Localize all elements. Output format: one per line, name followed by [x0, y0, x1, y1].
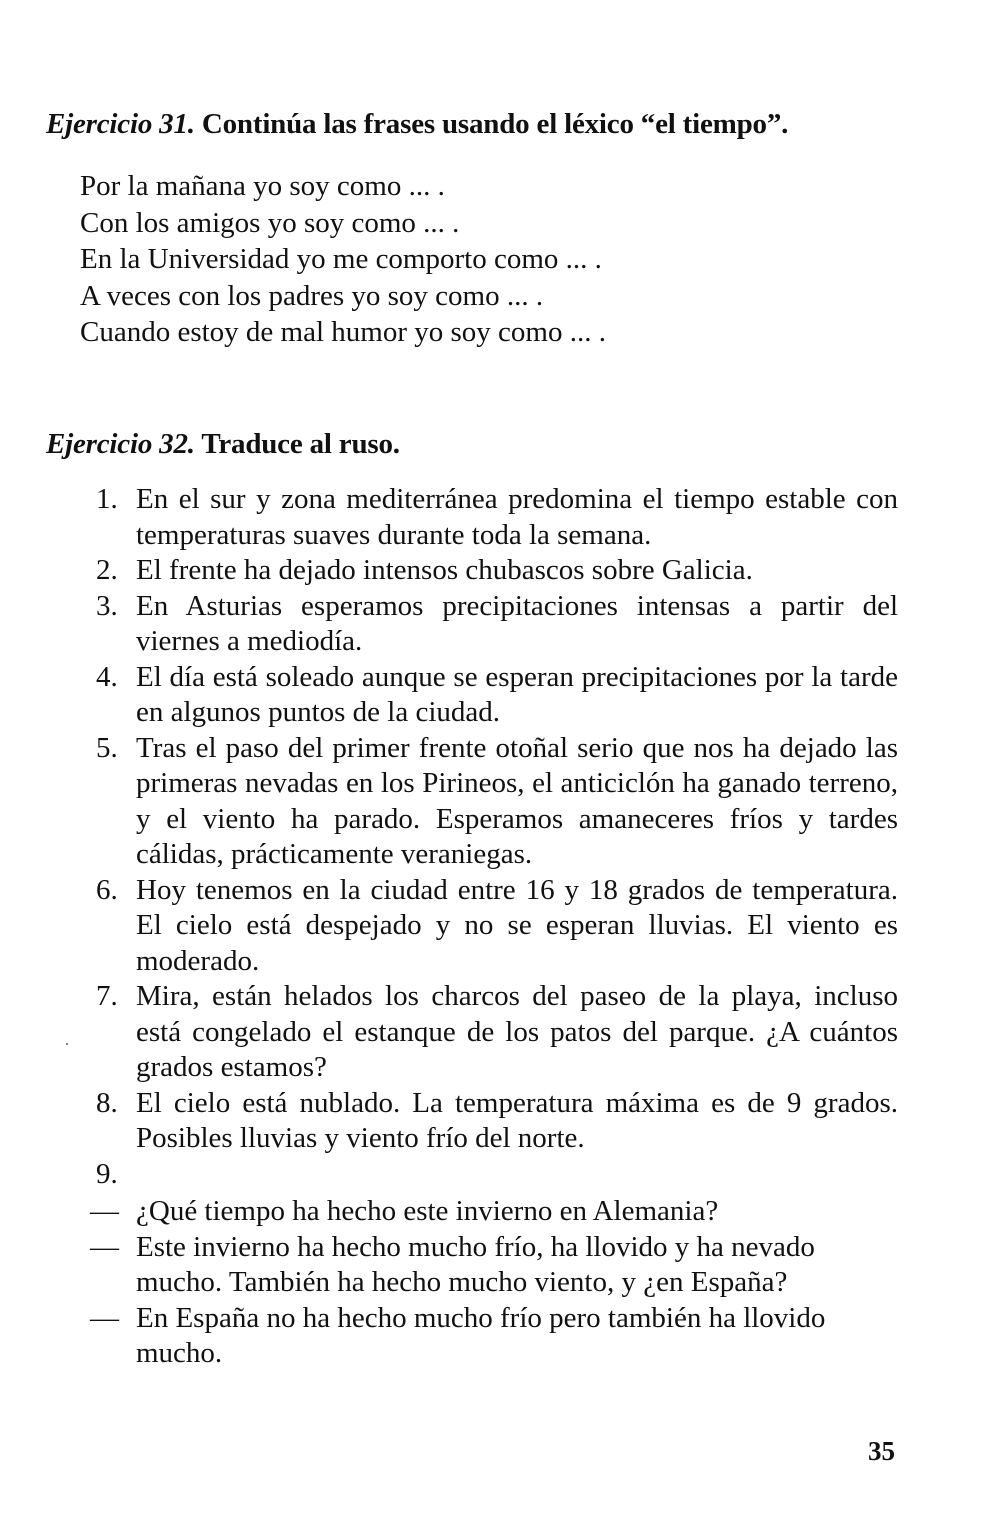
page-number: 35 — [868, 1436, 895, 1466]
item-text: En Asturias esperamos precipitaciones intensas a partir del viernes a mediodía. — [136, 589, 898, 657]
item-number: 1. — [96, 483, 118, 515]
list-item — [0, 873, 898, 980]
dialog-text: Este invierno ha hecho mucho frío, ha llovido y ha nevado mucho. También ha hecho mucho viento, y ¿en España? — [136, 1230, 815, 1298]
exercise-31-instruction: Continúa las frases usando el léxico “el tiempo”. — [201, 108, 789, 140]
item-number: 2. — [96, 554, 118, 586]
dialog-line — [0, 1230, 898, 1301]
item-text: Tras el paso del primer frente otoñal serio que nos ha dejado las primeras nevadas en los Pirineos, el anticiclón ha ganado terreno, y el viento ha parado. Esperamos amaneceres fríos y tardes cálidas, prácticamente veraniegas. — [136, 731, 898, 870]
list-item — [0, 553, 898, 589]
sentence-line: Con los amigos yo soy como ... . — [80, 206, 460, 239]
item-text: En el sur y zona mediterránea predomina el tiempo estable con temperaturas suaves durante toda la semana. — [136, 483, 898, 551]
item-text: El frente ha dejado intensos chubascos sobre Galicia. — [136, 554, 753, 586]
list-item — [0, 660, 898, 731]
dialog-dash: — — [90, 1195, 119, 1227]
sentence-line: Por la mañana yo soy como ... . — [80, 170, 445, 202]
dialog-dash: — — [90, 1230, 119, 1263]
sentence-line: A veces con los padres yo soy como ... . — [80, 279, 544, 312]
item-number: 9. — [96, 1157, 118, 1190]
sentence-line: Cuando estoy de mal humor yo soy como ... . — [80, 316, 606, 348]
exercise-32-heading — [46, 428, 400, 461]
list-item — [0, 1086, 898, 1157]
item-number: 3. — [96, 589, 118, 622]
dialog-text: En España no ha hecho mucho frío pero también ha llovido mucho. — [136, 1301, 826, 1369]
item-text: Hoy tenemos en la ciudad entre 16 y 18 grados de temperatura. El cielo está despejado y no se esperan lluvias. El viento es moderado. — [136, 873, 898, 977]
item-number: 5. — [96, 731, 118, 764]
exercise-31-heading — [46, 108, 788, 141]
dialog-line — [0, 1194, 898, 1230]
list-item — [0, 482, 898, 553]
item-text: El día está soleado aunque se esperan precipitaciones por la tarde en algunos puntos de la ciudad. — [136, 660, 898, 728]
exercise-32-label: Ejercicio 32. — [46, 428, 195, 460]
list-item — [0, 1157, 898, 1193]
item-text: El cielo está nublado. La temperatura máxima es de 9 grados. Posibles lluvias y viento frío del norte. — [136, 1086, 898, 1154]
print-speck — [66, 1043, 68, 1045]
item-number: 4. — [96, 660, 118, 693]
list-item — [0, 731, 898, 873]
exercise-32-instruction: Traduce al ruso. — [201, 428, 400, 460]
sentence-line: En la Universidad yo me comporto como ... . — [80, 243, 602, 275]
exercise-31-sentence-list — [80, 168, 606, 351]
list-item — [0, 979, 898, 1086]
exercise-32-item-list — [0, 482, 1000, 1192]
dialog-text: ¿Qué tiempo ha hecho este invierno en Alemania? — [136, 1195, 719, 1227]
dialog-dash: — — [90, 1301, 119, 1334]
item-text: Mira, están helados los charcos del paseo de la playa, incluso está congelado el estanque de los patos del parque. ¿A cuántos grados estamos? — [136, 980, 898, 1083]
item-number: 7. — [96, 980, 118, 1012]
exercise-31-label: Ejercicio 31. — [46, 108, 195, 140]
item-text — [136, 1158, 143, 1190]
dialog-line — [0, 1301, 898, 1372]
item-number: 8. — [96, 1086, 118, 1119]
list-item — [0, 589, 898, 660]
item-number: 6. — [96, 873, 118, 906]
dialog-list — [0, 1194, 1000, 1372]
